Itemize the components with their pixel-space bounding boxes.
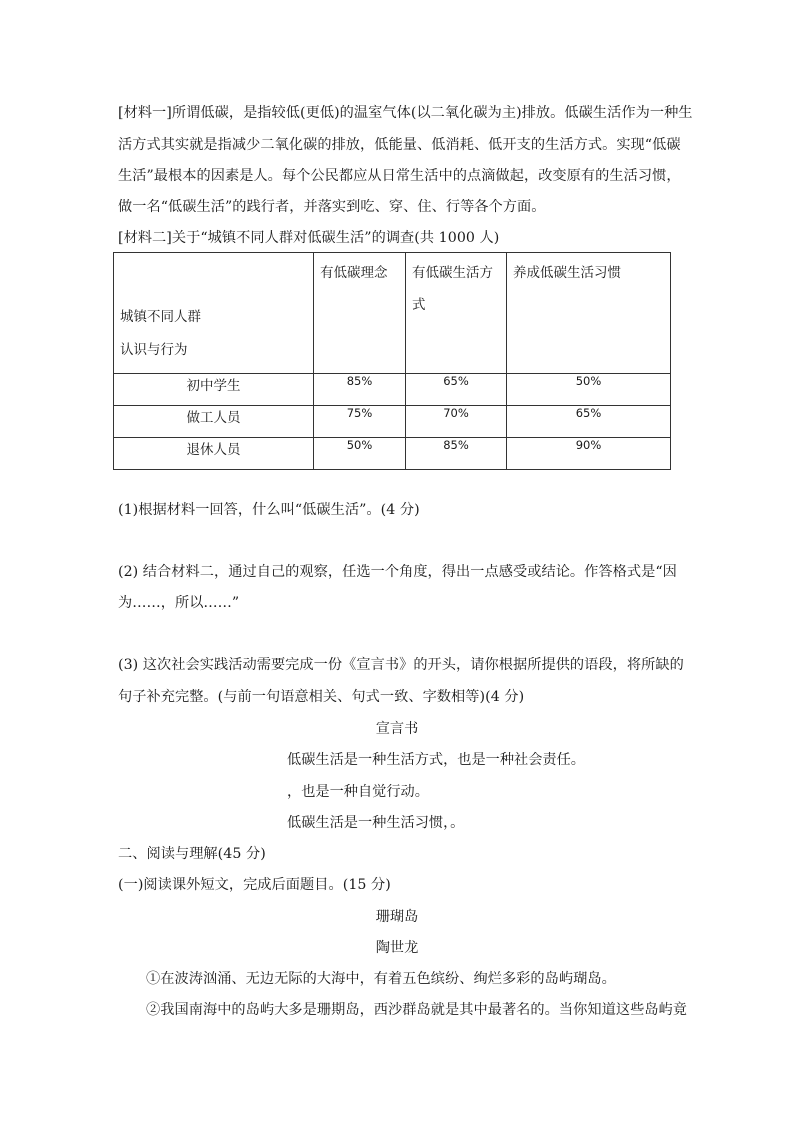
survey-table <box>113 252 671 470</box>
row-group-label: 做工人员 <box>114 406 314 438</box>
table-row <box>114 438 671 470</box>
table-cell: 70% <box>406 406 507 438</box>
table-row <box>114 374 671 406</box>
question-1: (1)根据材料一回答，什么叫“低碳生活”。(4 分) <box>118 502 420 518</box>
material1-line-1: [材料一]所谓低碳，是指较低(更低)的温室气体(以二氧化碳为主)排放。低碳生活作为一种生 <box>118 105 693 121</box>
corner-label-behavior: 认识与行为 <box>120 342 188 358</box>
question-3-line-1: (3) 这次社会实践活动需要完成一份《宣言书》的开头，请你根据所提供的语段，将所缺的 <box>118 657 684 673</box>
table-cell: 85% <box>406 438 507 470</box>
declaration-title: 宣言书 <box>375 721 419 737</box>
material1-line-4: 做一名“低碳生活”的践行者，并落实到吃、穿、住、行等各个方面。 <box>118 199 546 215</box>
table-header-row <box>114 253 671 374</box>
table-cell: 65% <box>507 406 671 438</box>
column-header: 养成低碳生活习惯 <box>507 253 671 374</box>
row-group-label: 初中学生 <box>114 374 314 406</box>
table-row <box>114 406 671 438</box>
material1-line-3: 生活”最根本的因素是人。每个公民都应从日常生活中的点滴做起，改变原有的生活习惯， <box>118 168 681 184</box>
article-paragraph-1: ①在波涛汹涌、无边无际的大海中，有着五色缤纷、绚烂多彩的岛屿瑚岛。 <box>146 971 616 987</box>
question-2-line-2: 为……，所以……” <box>118 595 240 611</box>
material1-line-2: 活方式其实就是指减少二氧化碳的排放，低能量、低消耗、低开支的生活方式。实现“低碳 <box>118 137 681 153</box>
question-3-line-2: 句子补充完整。(与前一句语意相关、句式一致、字数相等)(4 分) <box>118 689 525 705</box>
section-2-subheading: (一)阅读课外短文，完成后面题目。(15 分) <box>118 877 391 893</box>
table-corner-cell <box>114 253 314 374</box>
declaration-line-3: 低碳生活是一种生活习惯，。 <box>287 815 465 831</box>
column-header: 有低碳生活方式 <box>406 253 507 374</box>
table-cell: 85% <box>314 374 406 406</box>
article-author: 陶世龙 <box>375 940 419 956</box>
article-title: 珊瑚岛 <box>375 909 419 925</box>
material2-title: [材料二]关于“城镇不同人群对低碳生活”的调查(共 1000 人) <box>118 230 500 246</box>
declaration-line-2: ，也是一种自觉行动。 <box>287 784 429 800</box>
table-cell: 65% <box>406 374 507 406</box>
row-group-label: 退休人员 <box>114 438 314 470</box>
column-header: 有低碳理念 <box>314 253 406 374</box>
corner-label-groups: 城镇不同人群 <box>120 309 201 325</box>
question-2-line-1: (2) 结合材料二，通过自己的观察，任选一个角度，得出一点感受或结论。作答格式是“因 <box>118 564 677 580</box>
article-paragraph-2: ②我国南海中的岛屿大多是珊期岛，西沙群岛就是其中最著名的。当你知道这些岛屿竟 <box>146 1002 688 1018</box>
table-cell: 50% <box>507 374 671 406</box>
declaration-line-1: 低碳生活是一种生活方式，也是一种社会责任。 <box>287 752 585 768</box>
table-cell: 75% <box>314 406 406 438</box>
table-cell: 50% <box>314 438 406 470</box>
table-cell: 90% <box>507 438 671 470</box>
section-2-heading: 二、阅读与理解(45 分) <box>118 846 266 862</box>
